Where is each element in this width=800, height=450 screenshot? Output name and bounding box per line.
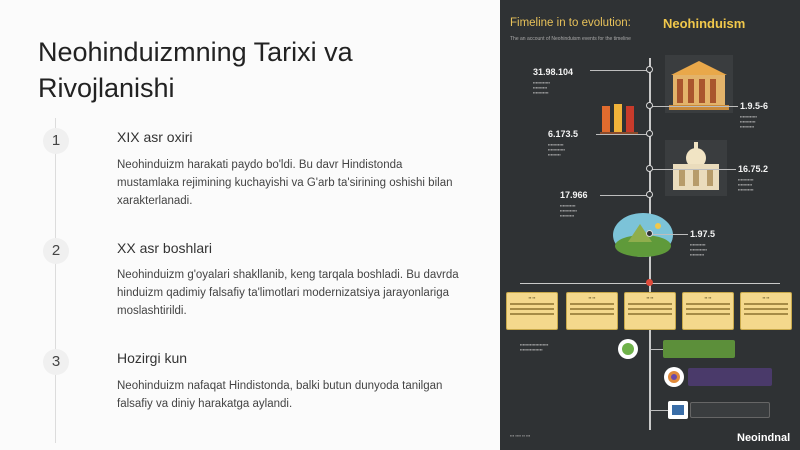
poster-connector-1 [590,70,650,71]
poster-node-2 [646,102,653,109]
poster-connector-6 [650,234,688,235]
poster-date-4: 16.75.2 [738,164,769,174]
poster-card-4: ▪▪ ▪▪ [682,292,734,330]
palace-illustration [665,140,727,196]
poster-badge-1 [663,340,735,358]
step-text-2: Neohinduizm g'oyalari shakllanib, keng tarqala boshladi. Bu davrda hinduizm qadimiy falsafiy ta'limotlari modernizatsiya jarayonlariga moslashtirildi. [117,269,459,317]
columns-illustration [600,100,640,136]
poster-node-3 [646,130,653,137]
poster-connector-3 [596,134,650,135]
poster-date-1: 31.98.104 [533,67,574,77]
poster-note-1: ▪▪▪▪▪▪▪▪▪▪▪▪ ▪▪▪▪▪▪▪▪▪▪ ▪▪▪▪▪▪▪▪▪▪▪ [533,80,551,95]
landscape-illustration [612,212,674,258]
poster-title-highlight: Neohinduism [663,16,746,31]
poster-note-7: ▪▪▪▪▪▪▪▪▪▪▪▪▪▪▪▪▪▪▪▪ ▪▪▪▪▪▪▪▪▪▪▪▪▪▪▪▪ [520,342,549,352]
poster-badge-3 [690,402,770,418]
poster-date-6: 1.97.5 [690,229,716,239]
step-title-2: XX asr boshlari [117,240,212,256]
poster-note-6: ▪▪▪▪▪▪▪▪▪▪▪ ▪▪▪▪▪▪▪▪▪▪▪▪ ▪▪▪▪▪▪▪▪▪▪ [690,242,708,257]
poster-date-2: 1.9.5-6 [740,101,769,111]
poster-note-4: ▪▪▪▪▪▪▪▪▪▪▪ ▪▪▪▪▪▪▪▪▪▪ ▪▪▪▪▪▪▪▪▪▪▪ [738,177,754,192]
poster-note-5: ▪▪▪▪▪▪▪▪▪▪▪ ▪▪▪▪▪▪▪▪▪▪▪▪ ▪▪▪▪▪▪▪▪▪▪ [560,203,578,218]
poster-node-center [646,279,653,286]
temple-illustration [665,55,733,113]
badge-icon-2 [663,366,685,388]
poster-title: Fimeline in to evolution: [510,17,631,29]
poster-date-5: 17.966 [560,190,588,200]
poster-node-5 [646,191,653,198]
poster-connector-5 [600,195,650,196]
step-title-1: XIX asr oxiri [117,129,193,145]
step-text-1: Neohinduizm harakati paydo bo'ldi. Bu davr Hindistonda mustamlaka rejimining kuchayishi va G'arb ta'sirining oshishi bilan xarakterlanadi. [117,159,453,207]
infographic-poster [500,0,800,450]
poster-note-2: ▪▪▪▪▪▪▪▪▪▪▪▪ ▪▪▪▪▪▪▪▪▪▪▪ ▪▪▪▪▪▪▪▪▪▪ [740,114,758,129]
poster-note-3: ▪▪▪▪▪▪▪▪▪▪▪ ▪▪▪▪▪▪▪▪▪▪▪▪ ▪▪▪▪▪▪▪▪▪ [548,142,566,157]
poster-node-1 [646,66,653,73]
poster-connector-2 [650,106,738,107]
poster-connector-8 [650,410,670,411]
page-title: Neohinduizmning Tarixi va Rivojlanishi [38,37,353,103]
poster-footer: ▪▪▪ ▪▪▪▪ ▪▪ ▪▪▪ [510,433,531,438]
poster-card-5: ▪▪ ▪▪ [740,292,792,330]
poster-node-6 [646,230,653,237]
badge-icon-1 [617,338,639,360]
poster-subtitle: The an account of Neohinduism events for the timeline [510,36,631,42]
poster-date-3: 6.173.5 [548,129,579,139]
poster-card-2: ▪▪ ▪▪ [566,292,618,330]
badge-icon-3 [668,401,688,419]
step-number-2: 2 [43,238,69,264]
poster-node-4 [646,165,653,172]
step-number-3: 3 [43,349,69,375]
poster-brand: Neoindnal [737,432,791,444]
step-number-1: 1 [43,128,69,154]
step-title-3: Hozirgi kun [117,350,188,366]
poster-badge-2 [688,368,772,386]
poster-card-1: ▪▪ ▪▪ [506,292,558,330]
step-text-3: Neohinduizm nafaqat Hindistonda, balki butun dunyoda tanilgan falsafiy va diniy harakatga aylandi. [117,380,443,410]
poster-card-3: ▪▪ ▪▪ [624,292,676,330]
poster-connector-4 [650,169,736,170]
timeline-line [55,118,56,443]
